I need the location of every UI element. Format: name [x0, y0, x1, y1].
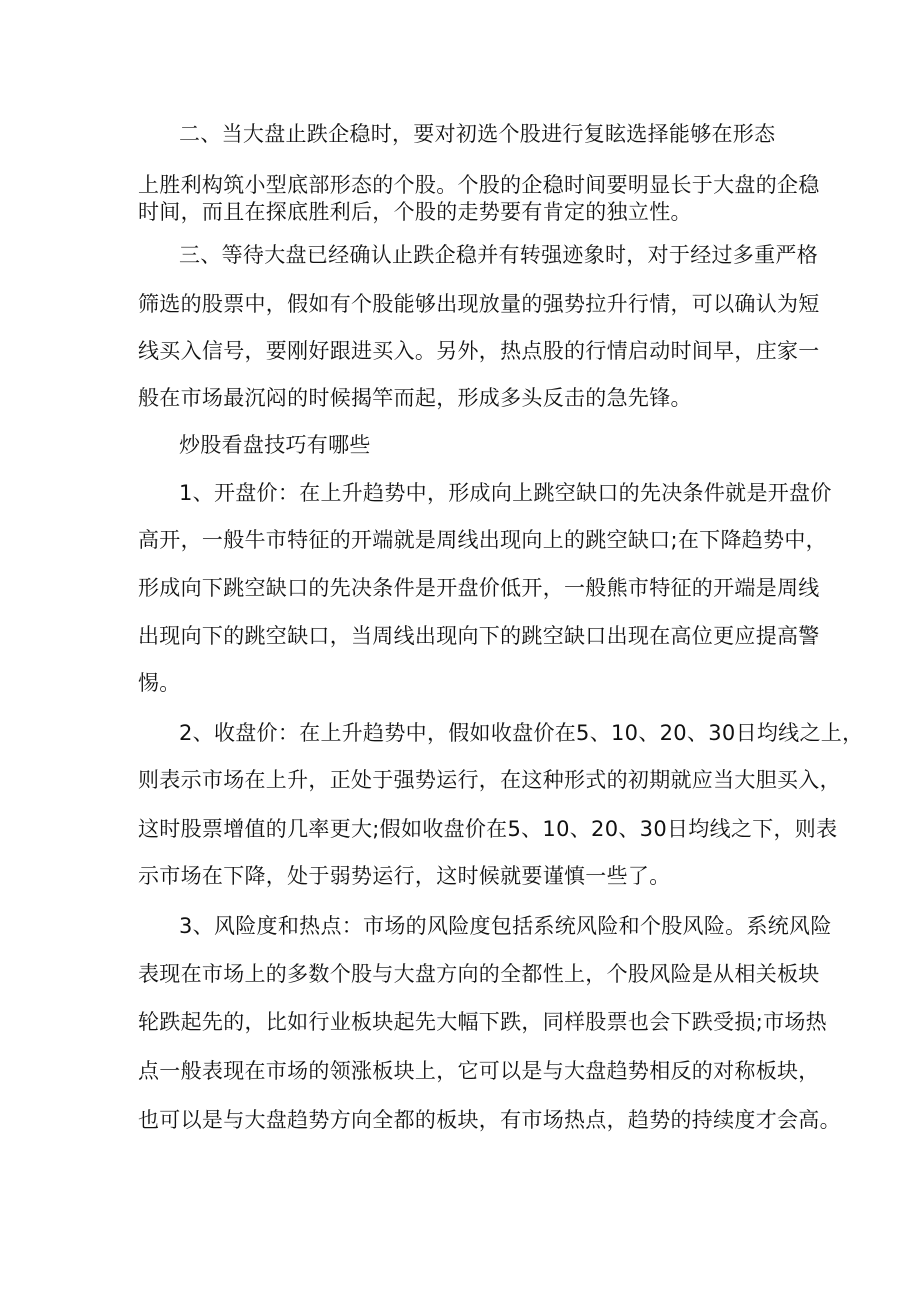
text-line-18: 3、风险度和热点：市场的风险度包括系统风险和个股风险。系统风险 [179, 914, 832, 938]
text-line-15: 则表示市场在上升，正处于强势运行，在这种形式的初期就应当大胆买入， [138, 768, 841, 792]
text-line-11: 形成向下跳空缺口的先决条件是开盘价低开，一般熊市特征的开端是周线 [138, 576, 820, 600]
text-line-1: 二、当大盘止跌企稳时，要对初选个股进行复眩选择能够在形态 [179, 122, 776, 146]
text-line-4: 三、等待大盘已经确认止跌企稳并有转强迹象时，对于经过多重严格 [179, 243, 818, 267]
text-line-14: 2、收盘价：在上升趋势中，假如收盘价在5、10、20、30日均线之上， [179, 721, 864, 745]
text-line-5: 筛选的股票中，假如有个股能够出现放量的强势拉升行情，可以确认为短 [138, 292, 820, 316]
text-line-22: 也可以是与大盘趋势方向全都的板块，有市场热点，趋势的持续度才会高。 [138, 1108, 841, 1132]
text-line-9: 1、开盘价：在上升趋势中，形成向上跳空缺口的先决条件就是开盘价 [179, 481, 832, 505]
text-line-13: 惕。 [138, 671, 181, 695]
text-line-6: 线买入信号，要刚好跟进买入。另外，热点股的行情启动时间早，庄家一 [138, 339, 820, 363]
text-line-7: 般在市场最沉闷的时候揭竿而起，形成多头反击的急先锋。 [138, 386, 692, 410]
text-line-3: 时间，而且在探底胜利后，个股的走势要有肯定的独立性。 [138, 200, 692, 224]
text-line-2: 上胜利构筑小型底部形态的个股。个股的企稳时间要明显长于大盘的企稳 [138, 173, 820, 197]
text-line-10: 高开，一般牛市特征的开端就是周线出现向上的跳空缺口;在下降趋势中， [138, 528, 827, 552]
text-line-21: 点一般表现在市场的领涨板块上，它可以是与大盘趋势相反的对称板块， [138, 1059, 820, 1083]
text-line-12: 出现向下的跳空缺口，当周线出现向下的跳空缺口出现在高位更应提高警 [138, 624, 820, 648]
text-line-20: 轮跌起先的，比如行业板块起先大幅下跌，同样股票也会下跌受损;市场热 [138, 1010, 827, 1034]
text-line-16: 这时股票增值的几率更大;假如收盘价在5、10、20、30日均线之下，则表 [138, 817, 838, 841]
text-line-19: 表现在市场上的多数个股与大盘方向的全都性上，个股风险是从相关板块 [138, 962, 820, 986]
text-line-17: 示市场在下降，处于弱势运行，这时候就要谨慎一些了。 [138, 864, 671, 888]
section-heading: 炒股看盘技巧有哪些 [179, 433, 371, 457]
